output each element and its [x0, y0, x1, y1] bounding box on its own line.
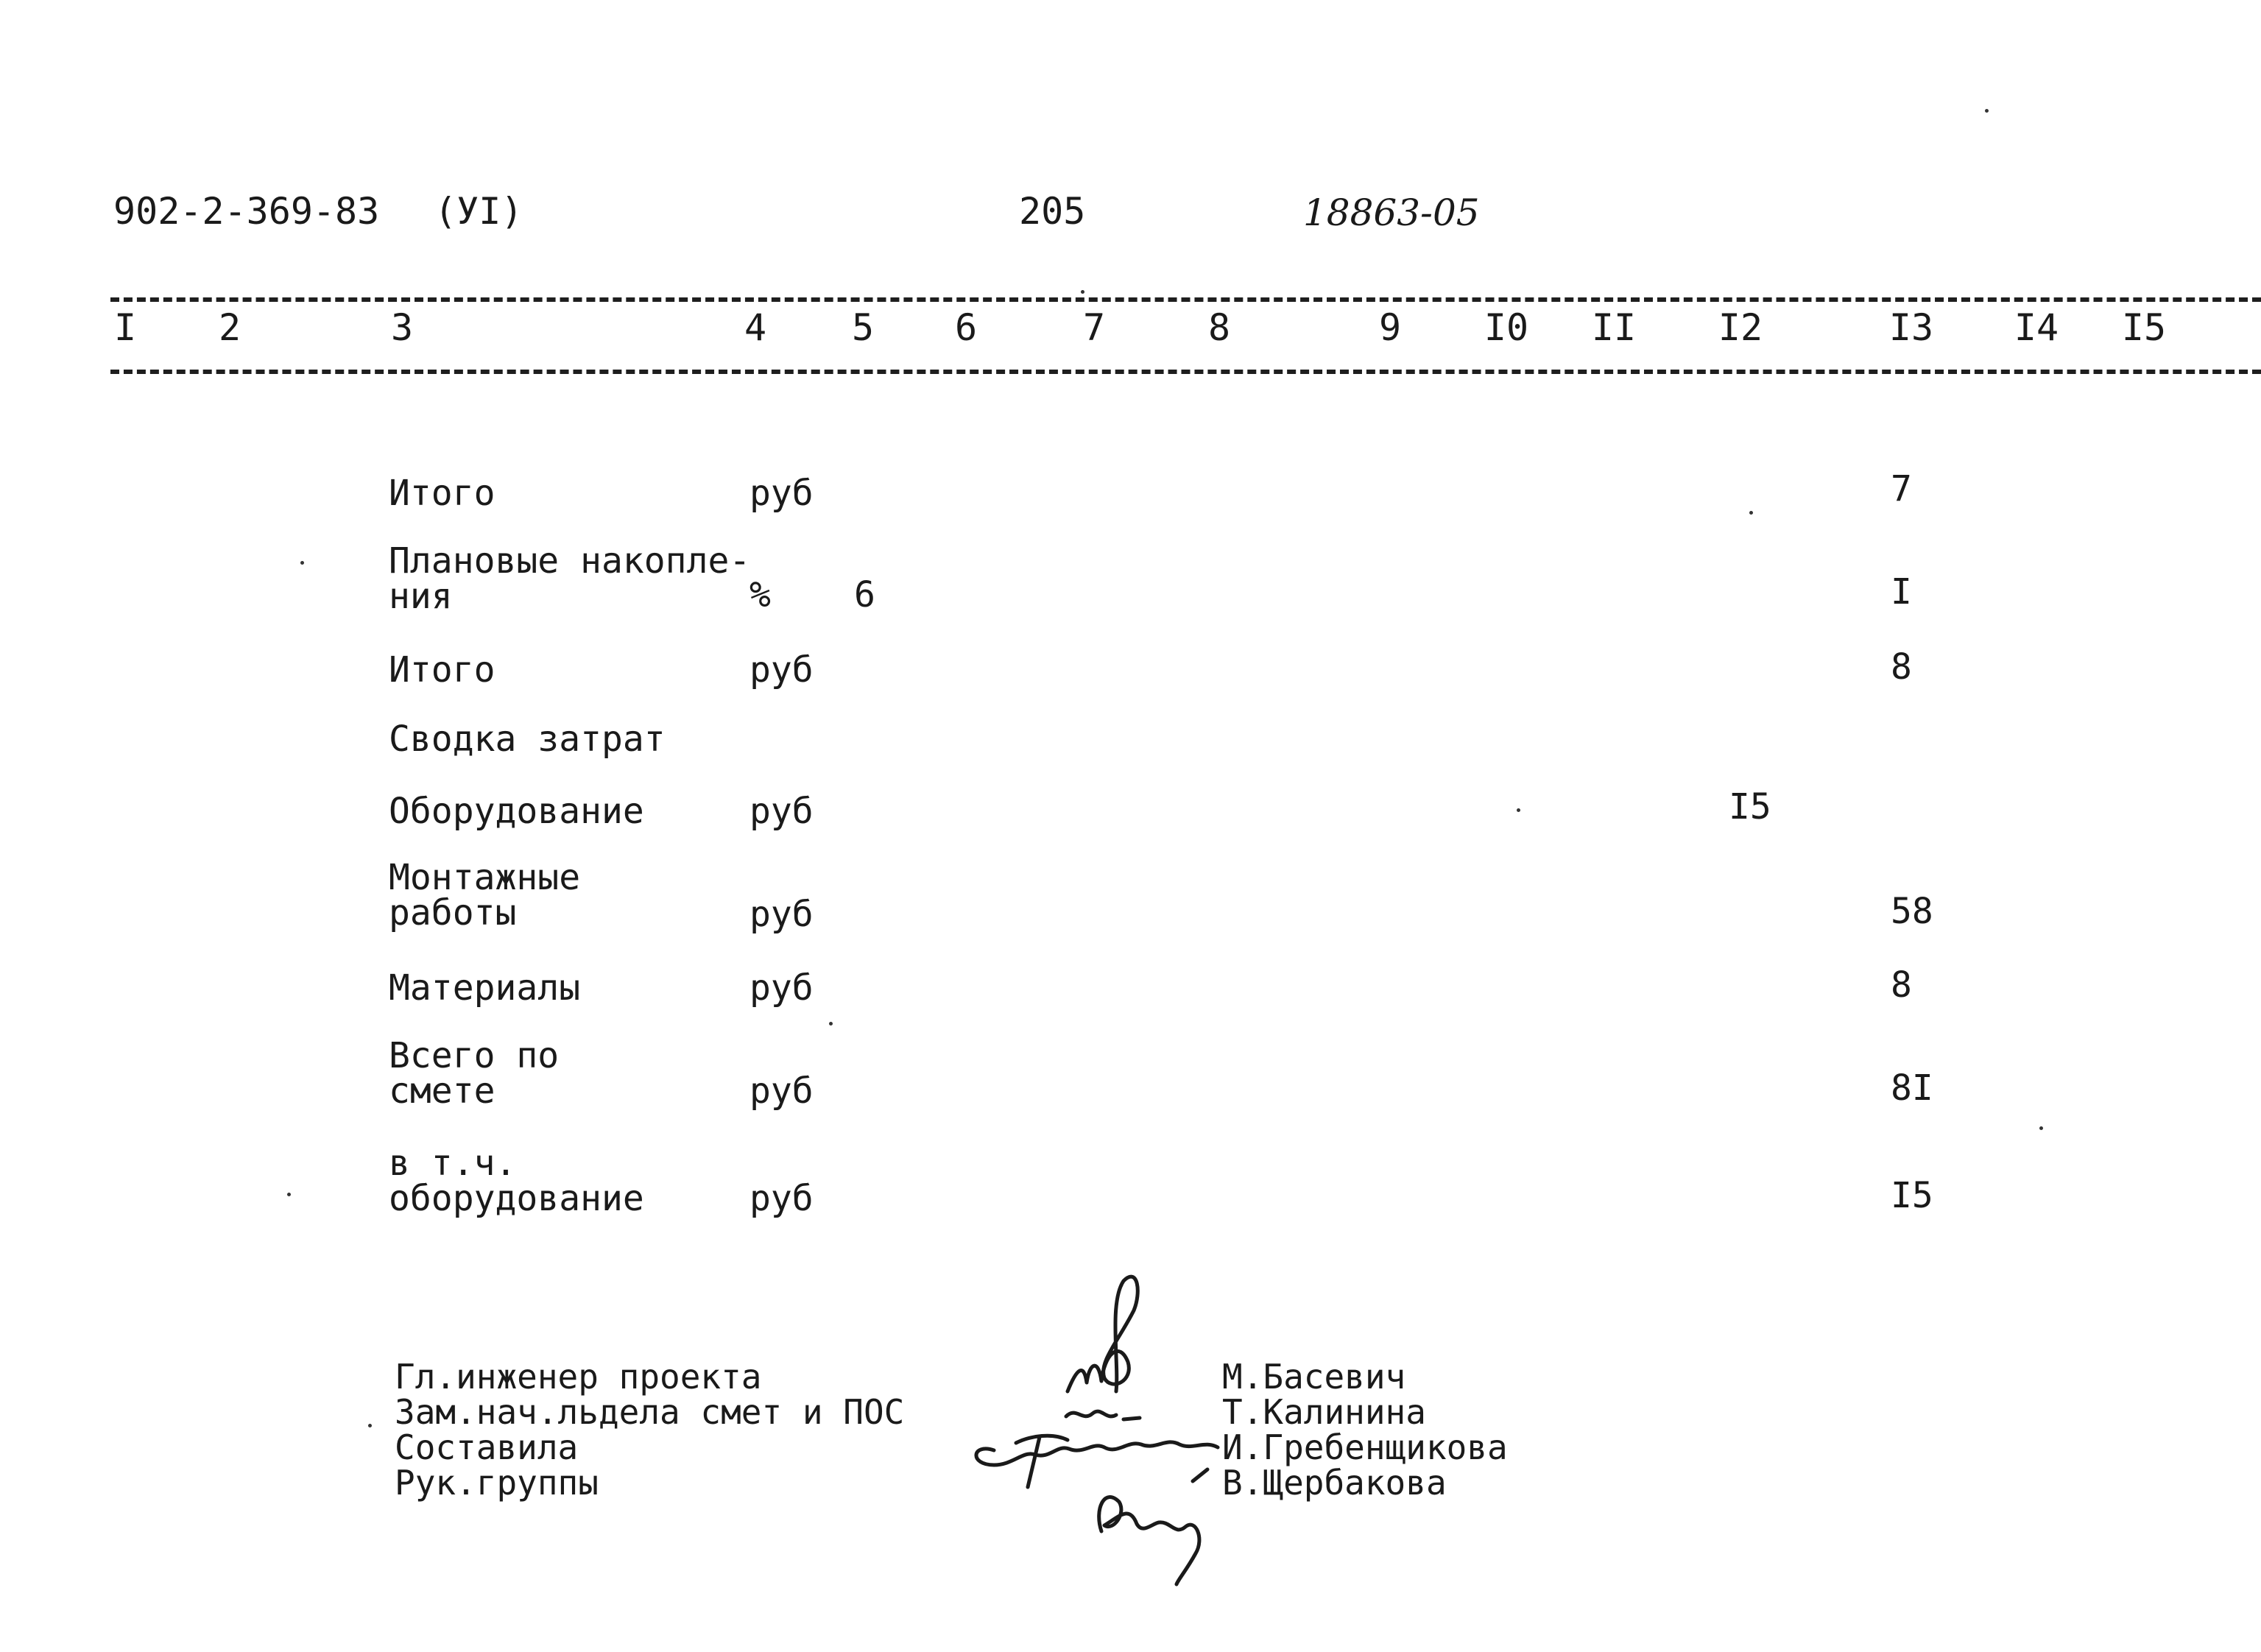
- signature-shcherbakova: [1099, 1497, 1199, 1584]
- column-number: I3: [1888, 306, 1934, 349]
- scan-speck: [1517, 808, 1520, 812]
- signatory-name: М.Басевич: [1222, 1357, 1406, 1397]
- scan-speck: [1985, 109, 1989, 113]
- scan-speck: [368, 1424, 372, 1427]
- column-13-value: I5: [1891, 1175, 1933, 1216]
- row-label: в т.ч. оборудование: [389, 1143, 644, 1219]
- column-number: 9: [1378, 306, 1402, 349]
- signatory-role: Зам.нач.льдела смет и ПОС: [395, 1392, 905, 1432]
- column-number: 5: [851, 306, 875, 349]
- handwritten-signatures: [883, 1252, 1237, 1590]
- signature-kalinina: [1066, 1411, 1140, 1419]
- header-bottom-rule: [110, 370, 2261, 374]
- column-number: I5: [2121, 306, 2167, 349]
- column-5-value: 6: [854, 574, 875, 615]
- section-heading: Сводка затрат: [389, 719, 666, 760]
- signatory-name: И.Гребенщикова: [1222, 1427, 1508, 1467]
- column-13-value: I: [1891, 571, 1912, 613]
- row-unit: руб: [749, 649, 814, 691]
- row-unit: руб: [749, 473, 814, 514]
- header-top-rule: [110, 297, 2261, 302]
- row-unit: руб: [749, 894, 814, 935]
- column-13-value: 7: [1891, 468, 1912, 509]
- row-unit: %: [749, 574, 771, 615]
- signatory-role: Составила: [395, 1427, 579, 1467]
- signature-basevich: [1068, 1277, 1137, 1391]
- scan-speck: [287, 1193, 291, 1196]
- scan-speck: [2039, 1126, 2043, 1130]
- column-number: 7: [1082, 306, 1106, 349]
- scan-speck: [1081, 290, 1084, 294]
- row-label: Всего по смете: [389, 1035, 560, 1112]
- row-unit: руб: [749, 1178, 814, 1219]
- column-number: 2: [218, 306, 241, 349]
- signatory-name: В.Щербакова: [1222, 1463, 1447, 1503]
- scan-speck: [300, 561, 304, 565]
- document-code: 902-2-369-83: [113, 190, 380, 233]
- row-unit: руб: [749, 1070, 814, 1112]
- column-number: 6: [954, 306, 978, 349]
- column-number: II: [1591, 306, 1637, 349]
- signatory-name: Т.Калинина: [1222, 1392, 1426, 1432]
- column-13-value: 8: [1891, 646, 1912, 688]
- column-12-value: I5: [1729, 786, 1771, 827]
- signatory-role: Гл.инженер проекта: [395, 1357, 762, 1397]
- page-number: 205: [1019, 190, 1086, 233]
- signature-grebenshchikova: [976, 1436, 1218, 1487]
- column-number: I4: [2014, 306, 2059, 349]
- column-number: 8: [1207, 306, 1231, 349]
- column-13-value: 8I: [1891, 1067, 1933, 1109]
- row-label: Монтажные работы: [389, 857, 581, 933]
- signatory-role: Рук.группы: [395, 1463, 599, 1503]
- inventory-number: 18863-05: [1303, 191, 1480, 234]
- row-label: Итого: [389, 649, 495, 691]
- column-number: I0: [1484, 306, 1529, 349]
- column-number: I2: [1718, 306, 1763, 349]
- column-13-value: 8: [1891, 964, 1912, 1006]
- volume-label: (УI): [434, 190, 523, 233]
- column-number: 4: [744, 306, 767, 349]
- scan-speck: [1749, 511, 1753, 515]
- column-number: 3: [390, 306, 414, 349]
- row-label: Оборудование: [389, 791, 644, 832]
- column-number: I: [113, 306, 137, 349]
- row-label: Материалы: [389, 967, 581, 1009]
- row-label: Плановые накопле- ния: [389, 540, 751, 617]
- row-unit: руб: [749, 791, 814, 832]
- row-label: Итого: [389, 473, 495, 514]
- column-13-value: 58: [1891, 891, 1933, 932]
- scan-speck: [829, 1022, 833, 1026]
- row-unit: руб: [749, 967, 814, 1009]
